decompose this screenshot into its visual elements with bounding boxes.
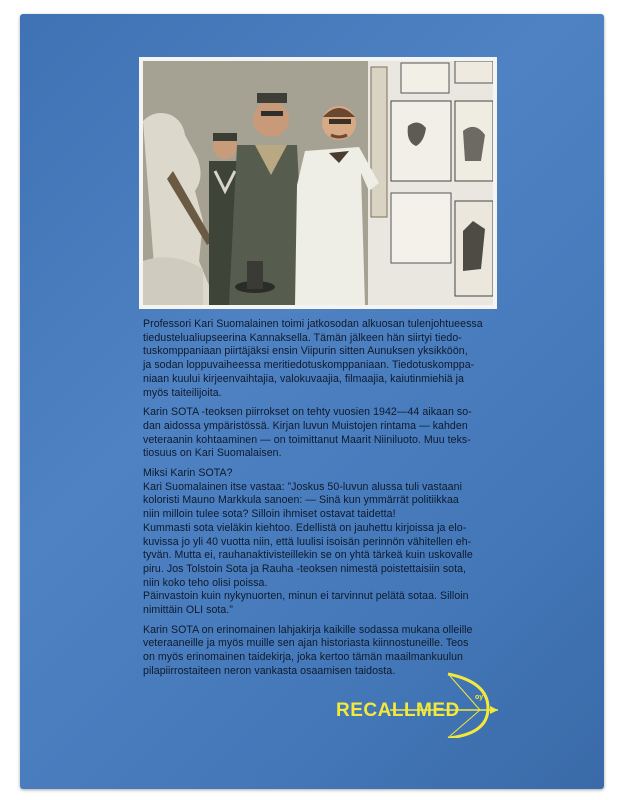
cover-photo <box>143 61 493 305</box>
photo-illustration <box>143 61 493 305</box>
paragraph-author-bio <box>143 318 495 400</box>
text-line: tiosuus on Kari Suomalaisen. <box>143 447 282 460</box>
text-line: kuvissa jo yli 40 vuotta niin, että luulisi isoisän perinnön vähitellen eh- <box>143 535 472 548</box>
text-line: koloristi Mauno Markkula sanoen: — Sinä kun ymmärrät politiikkaa <box>143 494 459 507</box>
text-line: Kummasti sota vieläkin kiehtoo. Edellistä on jauhettu kirjoissa ja elo- <box>143 521 467 534</box>
text-line: on myös erinomainen taidekirja, joka kertoo tämän maailmankuulun <box>143 651 463 664</box>
paragraph-quote <box>143 467 495 618</box>
text-line: ja sodan loppuvaiheessa meritiedotuskomppaniaan. Tiedotuskomppa- <box>143 359 475 372</box>
text-line: Miksi Karin SOTA? <box>143 467 233 480</box>
text-line: tyvän. Mutta ei, rauhanaktivisteillekin se on yhtä tärkeä kuin uskovalle <box>143 549 473 562</box>
text-line: niin koko teho olisi poissa. <box>143 576 268 589</box>
text-line: myös taiteilijoita. <box>143 386 222 399</box>
text-line: tiedustelualiupseerina Kannaksella. Tämän jälkeen hän siirtyi tiedo- <box>143 331 462 344</box>
publisher-name: RECALLMED <box>336 700 460 721</box>
text-line: piru. Jos Tolstoin Sota ja Rauha -teoksen nimestä poistettaisiin sota, <box>143 562 467 575</box>
text-line: Kari Suomalainen itse vastaa: ”Joskus 50-luvun alussa tuli vastaani <box>143 480 462 493</box>
text-line: veteraanin kohtaaminen — on toimittanut Maarit Niiniluoto. Muu teks- <box>143 433 471 446</box>
text-line: tuskomppaniaan piirtäjäksi ensin Viipurin sitten Aunuksen yksikköön, <box>143 345 468 358</box>
publisher-suffix: oy <box>475 694 484 701</box>
text-line: Professori Kari Suomalainen toimi jatkosodan alkuosan tulenjohtueessa <box>143 318 483 330</box>
blurb-text <box>143 318 495 685</box>
text-line: nimittäin OLI sota.” <box>143 604 233 617</box>
text-line: Karin SOTA -teoksen piirrokset on tehty vuosien 1942—44 aikaan so- <box>143 406 472 419</box>
text-line: dan aidossa ympäristössä. Kirjan luvun Muistojen rintama — kahden <box>143 419 468 432</box>
text-line: Karin SOTA on erinomainen lahjakirja kaikille sodassa mukana olleille <box>143 623 473 636</box>
text-line: niin milloin tulee sota? Silloin ihmiset ostavat taidetta! <box>143 508 396 521</box>
paragraph-book-info <box>143 406 495 461</box>
text-line: Päinvastoin kuin nykynuorten, minun ei tarvinnut pelätä sotaa. Silloin <box>143 590 469 603</box>
text-line: pilapiirrostaiteen neron vankasta osaamisen taidosta. <box>143 664 396 677</box>
text-line: veteraaneille ja myös muille sen ajan historiasta kiinnostuneille. Teos <box>143 637 469 650</box>
text-line: niaan kuului kirjeenvaihtajia, valokuvaajia, filmaajia, kaiutinmiehiä ja <box>143 372 464 385</box>
